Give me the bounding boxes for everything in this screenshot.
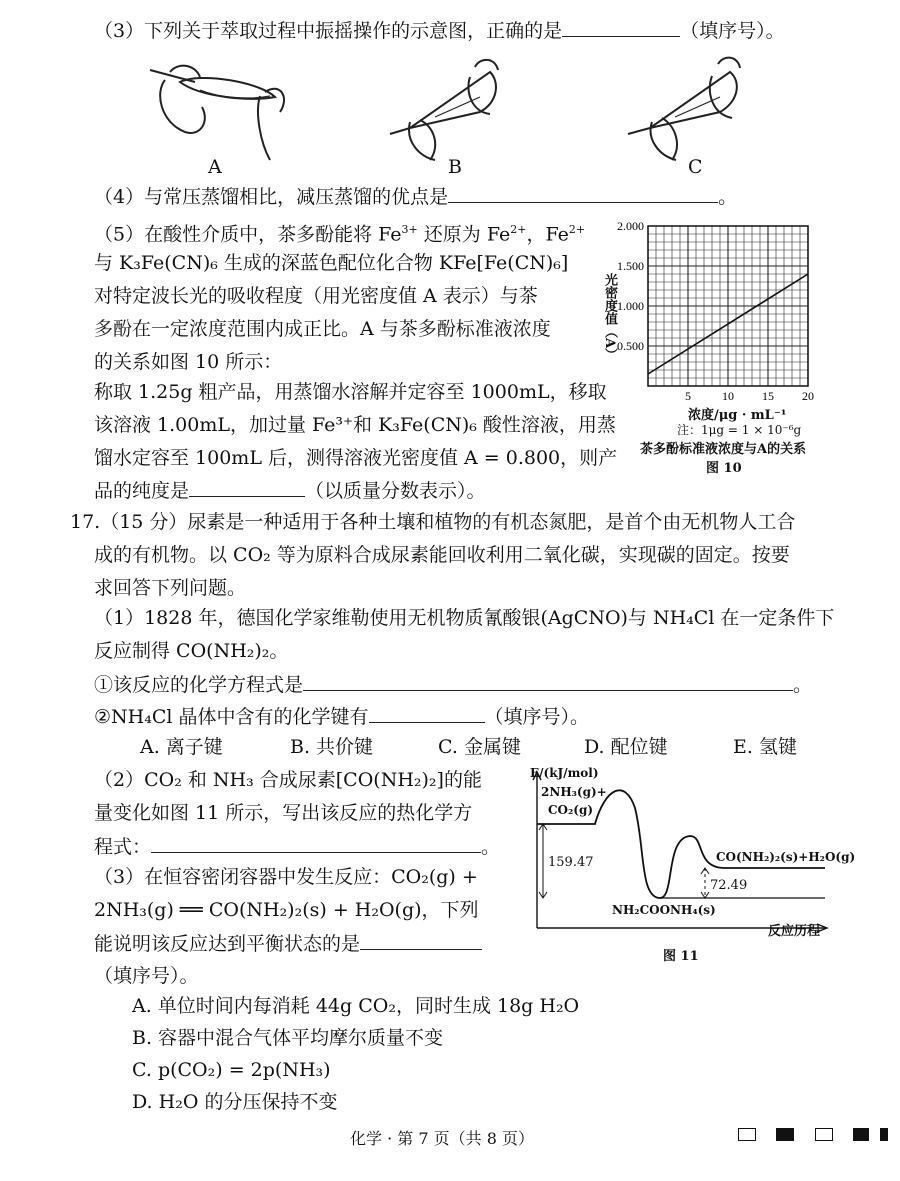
q17-s1: ①该反应的化学方程式是 bbox=[94, 674, 304, 696]
choice-d: D. H₂O 的分压保持不变 bbox=[132, 1091, 338, 1113]
q5-l9a: 品的纯度是 bbox=[94, 480, 190, 502]
chart-figure-label: 图 10 bbox=[706, 461, 742, 476]
q5-line-5: 的关系如图 10 所示： bbox=[94, 351, 283, 373]
q5-l1b: 3+ bbox=[401, 223, 418, 236]
q5-line-4: 多酚在一定浓度范围内成正比。A 与茶多酚标准液浓度 bbox=[94, 318, 551, 340]
chart-y-tick-label: 1.500 bbox=[617, 259, 644, 273]
q17-p2-blank[interactable] bbox=[151, 834, 481, 853]
figure-c-illustration bbox=[628, 58, 740, 160]
q17-p3-blank[interactable] bbox=[360, 931, 482, 950]
chart-y-tick-label: 1.000 bbox=[617, 299, 644, 313]
fig11-ylabel: E/(kJ/mol) bbox=[530, 766, 599, 780]
marker-square-5 bbox=[880, 1128, 888, 1141]
chart-ylabel: 光密度值（A） bbox=[602, 273, 617, 362]
q5-line-6: 称取 1.25g 粗产品，用蒸馏水溶解并定容至 1000mL，移取 bbox=[94, 381, 607, 403]
q5-line-9 bbox=[94, 478, 486, 503]
fig11-e2-value: 72.49 bbox=[710, 878, 748, 893]
q5-line-3: 对特定波长光的吸收程度（用光密度值 A 表示）与茶 bbox=[94, 285, 538, 307]
q17-p1-line-1: （1）1828 年，德国化学家维勒使用无机物质氰酸银(AgCNO)与 NH₄Cl 在一定条件下 bbox=[94, 607, 835, 629]
q5-line-7: 该溶液 1.00mL，加过量 Fe³⁺和 K₃Fe(CN)₆ 酸性溶液，用蒸 bbox=[94, 414, 616, 436]
shaking-figures bbox=[140, 52, 820, 164]
marker-square-4 bbox=[853, 1128, 869, 1141]
q17-s2-tail: （填序号）。 bbox=[484, 706, 590, 728]
chart-x-tick-label: 20 bbox=[802, 389, 814, 403]
figure-10-chart bbox=[588, 214, 838, 414]
marker-square-3 bbox=[815, 1128, 833, 1141]
figure-c-label: C bbox=[688, 156, 703, 178]
chart-x-tick-label: 15 bbox=[762, 389, 774, 403]
option-c: C. 金属键 bbox=[438, 736, 521, 758]
fig11-label: 图 11 bbox=[663, 949, 699, 964]
q5-line-2: 与 K₃Fe(CN)₆ 生成的深蓝色配位化合物 KFe[Fe(CN)₆] bbox=[94, 252, 569, 274]
q5-l1d: 2+ bbox=[510, 223, 527, 236]
fig11-e1-value: 159.47 bbox=[548, 855, 594, 870]
figure-a-label: A bbox=[208, 156, 222, 178]
fig11-product: CO(NH₂)₂(s)+H₂O(g) bbox=[716, 850, 856, 864]
q17-p3c: 能说明该反应达到平衡状态的是 bbox=[94, 933, 361, 955]
page-footer: 化学 · 第 7 页（共 8 页） bbox=[350, 1129, 534, 1148]
q5-l1e: ，Fe bbox=[526, 223, 569, 246]
fig11-xlabel: 反应历程 bbox=[768, 924, 821, 939]
q4-text: 与常压蒸馏相比，减压蒸馏的优点是 bbox=[144, 186, 449, 208]
marker-square-1 bbox=[738, 1128, 756, 1141]
q17-s2-line bbox=[94, 704, 589, 729]
q17-s2: ②NH₄Cl 晶体中含有的化学键有 bbox=[94, 706, 369, 728]
q4-tail: 。 bbox=[718, 186, 738, 208]
option-e: E. 氢键 bbox=[733, 736, 797, 758]
figure-a-illustration bbox=[150, 66, 284, 160]
q3-num: （3） bbox=[94, 20, 145, 42]
q17-p3-line-4: （填序号）。 bbox=[94, 965, 199, 987]
option-b: B. 共价键 bbox=[290, 736, 374, 758]
q4-num: （4） bbox=[94, 186, 145, 208]
choice-b: B. 容器中混合气体平均摩尔质量不变 bbox=[132, 1027, 444, 1049]
q17-s1-line bbox=[94, 672, 812, 697]
q17-s1-blank[interactable] bbox=[303, 672, 793, 691]
q17-p3-line-2: 2NH₃(g) ══ CO(NH₂)₂(s) + H₂O(g)，下列 bbox=[94, 899, 479, 921]
marker-square-2 bbox=[776, 1128, 794, 1141]
q17-line-3: 求回答下列问题。 bbox=[94, 577, 247, 599]
chart-x-tick-label: 5 bbox=[685, 389, 691, 403]
q17-s2-blank[interactable] bbox=[369, 704, 485, 723]
chart-note: 注：1μg = 1 × 10⁻⁶g bbox=[677, 423, 802, 437]
q3-text: 下列关于萃取过程中振摇操作的示意图，正确的是 bbox=[144, 20, 563, 42]
q5-line-1 bbox=[94, 218, 585, 246]
q17-p2-line-3 bbox=[94, 834, 500, 859]
fig11-intermediate: NH₂COONH₄(s) bbox=[612, 903, 716, 917]
q5-l1c: 还原为 Fe bbox=[417, 223, 511, 246]
q17-p3-line-1: （3）在恒容密闭容器中发生反应：CO₂(g) + bbox=[94, 866, 478, 888]
q3-line bbox=[94, 18, 785, 43]
q17-p2-line-2: 量变化如图 11 所示，写出该反应的热化学方 bbox=[94, 802, 473, 824]
figure-b-illustration bbox=[390, 60, 498, 160]
chart-xlabel: 浓度/μg · mL⁻¹ bbox=[688, 408, 787, 423]
q17-line-1: 17.（15 分）尿素是一种适用于各种土壤和植物的有机态氮肥，是首个由无机物人工合 bbox=[70, 511, 796, 533]
q3-tail: （填序号）。 bbox=[680, 20, 785, 42]
chart-x-tick-label: 10 bbox=[722, 389, 734, 403]
q17-line-2: 成的有机物。以 CO₂ 等为原料合成尿素能回收利用二氧化碳，实现碳的固定。按要 bbox=[94, 544, 790, 566]
chart-y-tick-label: 0.500 bbox=[617, 339, 644, 353]
fig11-reactant-1: 2NH₃(g)+ bbox=[541, 785, 607, 799]
chart-title: 茶多酚标准液浓度与A的关系 bbox=[640, 442, 807, 457]
q17-p3-line-3 bbox=[94, 931, 482, 956]
q4-line bbox=[94, 184, 737, 209]
chart-y-tick-label: 2.000 bbox=[617, 219, 644, 233]
q17-p2-tail: 。 bbox=[481, 836, 501, 858]
q5-l1a: （5）在酸性介质中，茶多酚能将 Fe bbox=[94, 223, 402, 246]
choice-c: C. p(CO₂) = 2p(NH₃) bbox=[132, 1059, 331, 1081]
choice-a: A. 单位时间内每消耗 44g CO₂，同时生成 18g H₂O bbox=[132, 995, 580, 1017]
q17-p2c: 程式： bbox=[94, 836, 152, 858]
figure-b-label: B bbox=[448, 156, 462, 178]
option-d: D. 配位键 bbox=[584, 736, 668, 758]
q17-p1-line-2: 反应制得 CO(NH₂)₂。 bbox=[94, 640, 289, 662]
option-a: A. 离子键 bbox=[140, 736, 223, 758]
q17-p2-line-1: （2）CO₂ 和 NH₃ 合成尿素[CO(NH₂)₂]的能 bbox=[94, 769, 482, 791]
q3-answer-blank[interactable] bbox=[562, 18, 680, 37]
q5-line-8: 馏水定容至 100mL 后，测得溶液光密度值 A = 0.800，则产 bbox=[94, 447, 618, 469]
fig11-reactant-2: CO₂(g) bbox=[548, 803, 594, 817]
q17-s1-tail: 。 bbox=[793, 674, 813, 696]
q4-answer-blank[interactable] bbox=[448, 184, 718, 203]
q5-l9b: （以质量分数表示）。 bbox=[305, 480, 486, 502]
q5-answer-blank[interactable] bbox=[189, 478, 305, 497]
q5-l1f: 2+ bbox=[568, 223, 586, 236]
